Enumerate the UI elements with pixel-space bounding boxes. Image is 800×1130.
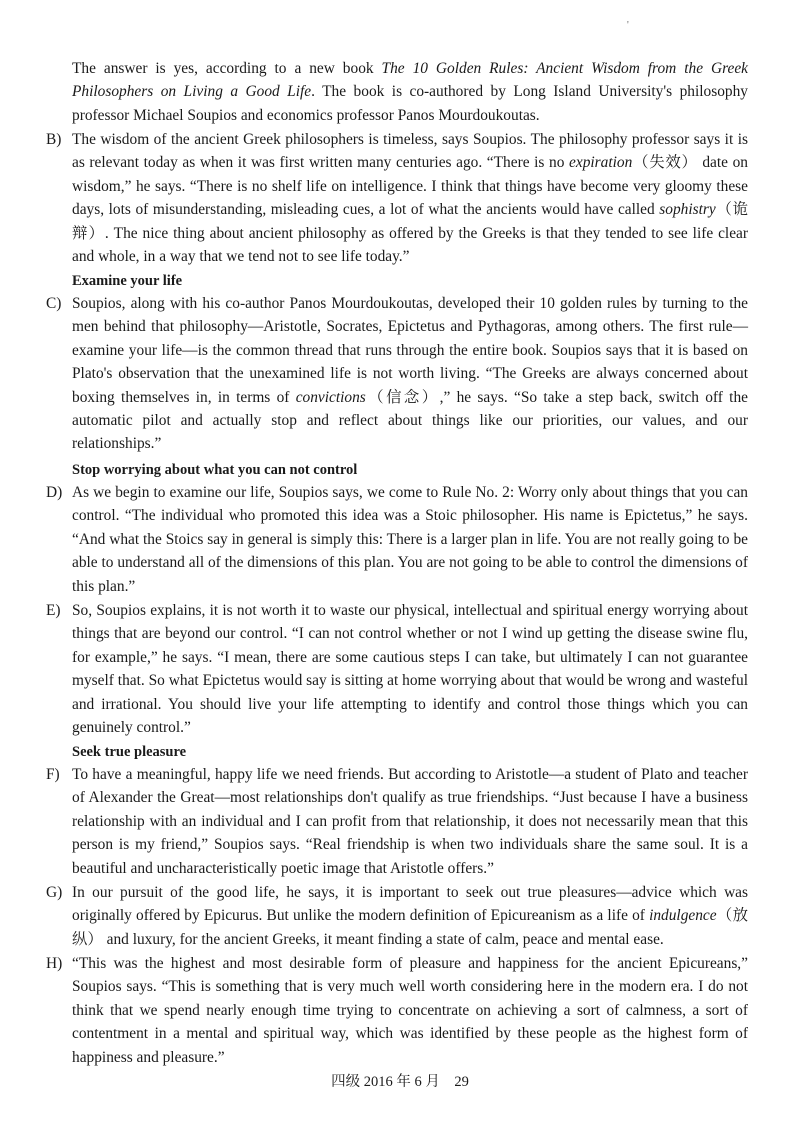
paragraph-label-f: F) (46, 766, 60, 783)
paragraph-c-text-1: Soupios, along with his co-author Panos Mourdoukoutas, developed their 10 golden rules by turning to the men behind that philosophy—Aristotle, Socrates, Epictetus and Pythagoras, among others. The first rule—examine your life—is the common thread that runs through the entire book. Soupios says that it is based on Plato's observation that the unexamined life is not worth living. “The Greeks are always concerned about boxing themselves in, in terms of (72, 295, 748, 406)
paragraph-b (46, 128, 748, 268)
term-expiration: expiration (569, 154, 633, 172)
paragraph-f (46, 763, 748, 880)
heading-examine-your-life: Examine your life (72, 273, 183, 289)
paragraph-c (46, 292, 748, 456)
paragraph-g-text-1: In our pursuit of the good life, he says, it is important to seek out true pleasures—advice which was originally offered by Epicurus. But unlike the modern definition of Epicureanism as a life of (72, 884, 748, 925)
paragraph-f-text: To have a meaningful, happy life we need friends. But according to Aristotle—a student of Plato and teacher of Alexander the Great—most relationships don't qualify as true friendships. “Just because I have a business relationship with an individual and I can profit from that relationship, it does not necessarily mean that this person is my friend,” Soupios says. “Real friendship is when two individuals share the same soul. It is a beautiful and uncharacteristically poetic image that Aristotle offers.” (72, 766, 748, 877)
gloss-convictions: （信念） (365, 388, 440, 406)
paragraph-b-text-2: date on wisdom,” he says. “There is no shelf life on intelligence. I think that things have become very gloomy these days, lots of misunderstanding, misleading cues, a lot of what the ancients would have called (72, 154, 748, 219)
gloss-sophistry: （诡辩） (72, 201, 748, 242)
paragraph-d-text: As we begin to examine our life, Soupios says, we come to Rule No. 2: Worry only about things that you can control. “The individual who promoted this idea was a Stoic philosopher. His name is Epictetus,” he says. “And what the Stoics say in general is simply this: There is a larger plan in life. You are not really going to be able to understand all of the dimensions of this plan. You are not going to be able to control the dimensions of this plan.” (72, 484, 748, 595)
paragraph-e (46, 599, 748, 739)
paragraph-d (46, 481, 748, 598)
paragraph-h (46, 952, 748, 1069)
book-title: The 10 Golden Rules: Ancient Wisdom from the Greek Philosophers on Living a Good Life (72, 60, 748, 101)
paragraph-intro (72, 57, 748, 127)
term-indulgence: indulgence (649, 907, 717, 925)
term-sophistry: sophistry (659, 201, 716, 219)
paragraph-c-text-2: ,” he says. “So take a step back, switch off the automatic pilot and actually stop and reflect about things like our priorities, our values, and our relationships.” (72, 388, 748, 453)
paragraph-label-d: D) (46, 484, 63, 501)
paragraph-label-h: H) (46, 955, 63, 972)
paragraph-h-text: “This was the highest and most desirable form of pleasure and happiness for the ancient Epicureans,” Soupios says. “This is something that is very much well worth considering here in the modern era. I do not think that we spend nearly enough time trying to concentrate on achieving a sort of calmness, a sort of contentment in a mental and spiritual way, which was identified by these people as the highest form of happiness and pleasure.” (72, 955, 748, 1066)
paragraph-label-c: C) (46, 295, 62, 312)
paragraph-g (46, 881, 748, 951)
corner-mark: ' (627, 20, 629, 31)
term-convictions: convictions (295, 388, 366, 406)
gloss-expiration: （失效） (632, 154, 698, 172)
heading-stop-worrying: Stop worrying about what you can not control (72, 462, 358, 478)
paragraph-g-text-2: and luxury, for the ancient Greeks, it meant finding a state of calm, peace and mental ease. (102, 930, 664, 948)
paragraph-b-text-1: The wisdom of the ancient Greek philosophers is timeless, says Soupios. The philosophy professor says it is as relevant today as when it was first written many centuries ago. “There is no (72, 131, 748, 172)
heading-seek-true-pleasure: Seek true pleasure (72, 744, 187, 760)
paragraph-label-b: B) (46, 131, 62, 148)
page-footer: 四级 2016 年 6 月 29 (331, 1074, 469, 1090)
intro-text-1: The answer is yes, according to a new book (72, 60, 382, 77)
paragraph-b-text-3: . The nice thing about ancient philosophy as offered by the Greeks is that they tended to see life clear and whole, in a way that we tend not to see life today.” (72, 224, 748, 266)
paragraph-label-g: G) (46, 884, 63, 901)
gloss-indulgence: （放纵） (72, 907, 748, 948)
paragraph-e-text: So, Soupios explains, it is not worth it to waste our physical, intellectual and spiritual energy worrying about things that are beyond our control. “I can not control whether or not I wind up getting the disease swine flu, for example,” he says. “I mean, there are some cautious steps I can take, but ultimately I can not guarantee myself that. So what Epictetus would say is sitting at home worrying about that would be wrong and wasteful and irrational. You should live your life attempting to identify and control those things which you can genuinely control.” (72, 602, 748, 737)
intro-text-2: . The book is co-authored by Long Island University's philosophy professor Michael Soupios and economics professor Panos Mourdoukoutas. (72, 83, 748, 124)
paragraph-label-e: E) (46, 602, 61, 619)
